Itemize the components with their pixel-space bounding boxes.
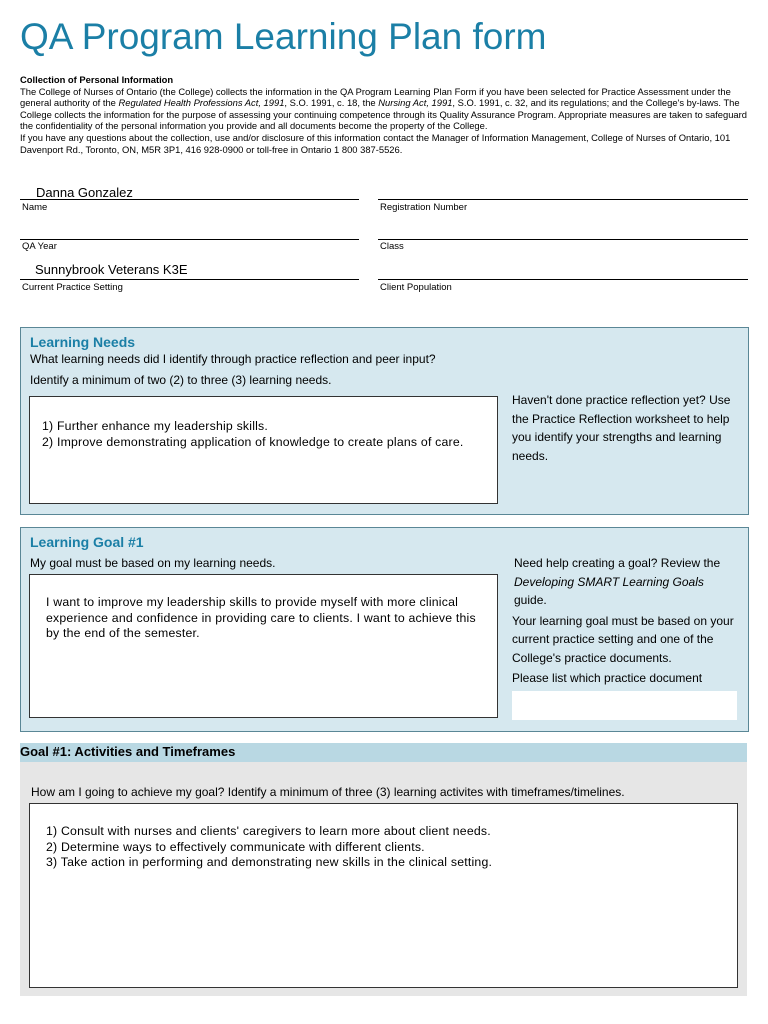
learning-goal-help [512,554,744,688]
qa-year-underline [20,239,359,240]
learning-needs-prompt-1: What learning needs did I identify through practice reflection and peer input? [30,352,436,366]
registration-number-label: Registration Number [380,202,468,213]
activities-title: Goal #1: Activities and Timeframes [20,744,236,759]
learning-goal-input[interactable] [29,574,498,718]
privacy-paragraph-1: The College of Nurses of Ontario (the College) collects the information in the QA Program Learning Plan Form if you have been selected for Practice Assessment under the general authority of the Regulated Health Professions Act, 1991, S.O. 1991, c. 18, the Nursing Act, 1991, S.O. 1991, c. 32, and its regulations; and the College's by-laws. The College collects the information for the purpose of assessing your continuing competence through its Quality Assurance Program. Appropriate measures are taken to safeguard the confidentiality of the personal information you provide and all documents become the property of the College. [20,85,747,132]
learning-needs-prompt-2: Identify a minimum of two (2) to three (3) learning needs. [30,373,332,387]
client-population-underline [378,279,748,280]
name-field[interactable]: Danna Gonzalez [36,185,133,200]
class-underline [378,239,748,240]
activities-input[interactable] [29,803,738,988]
learning-needs-help-text: Haven't done practice reflection yet? Use the Practice Reflection worksheet to help you identify your strengths and learning needs. [512,393,731,463]
smart-goals-guide-link[interactable]: Developing SMART Learning Goals [514,574,704,589]
practice-document-input[interactable] [512,691,737,720]
privacy-heading: Collection of Personal Information [20,74,174,85]
privacy-paragraph-2: If you have any questions about the collection, use and/or disclosure of this information contact the Manager of Information Management, College of Nurses of Ontario, 101 Davenport Rd., Toronto, ON, M5R 3P1, 416 928-0900 or toll-free in Ontario 1 800 387-5526. [20,131,731,155]
name-label: Name [22,202,48,213]
activities-section-bar [20,743,747,762]
practice-setting-underline [20,279,359,280]
learning-needs-help [512,391,742,465]
privacy-notice [20,74,750,155]
qa-year-label: QA Year [22,241,57,252]
practice-setting-label: Current Practice Setting [22,282,123,293]
learning-needs-title: Learning Needs [30,334,136,350]
learning-goal-title: Learning Goal #1 [30,534,144,550]
activities-prompt: How am I going to achieve my goal? Identify a minimum of three (3) learning activites with timeframes/timelines. [31,785,625,799]
goal-help-line-3: Please list which practice document [512,671,703,685]
learning-needs-input[interactable] [29,396,498,504]
learning-needs-text: 1) Further enhance my leadership skills. 2) Improve demonstrating application of knowledge to create plans of care. [42,419,464,449]
learning-goal-prompt: My goal must be based on my learning needs. [30,556,276,570]
goal-help-line-1: Need help creating a goal? Review the Developing SMART Learning Goals guide. [514,556,721,607]
page-title: QA Program Learning Plan form [20,16,547,57]
learning-goal-text: I want to improve my leadership skills to provide myself with more clinical experience and confidence in providing care to clients. I want to achieve this by the end of the semester. [46,595,476,640]
registration-underline [378,199,748,200]
name-underline [20,199,359,200]
client-population-label: Client Population [380,282,452,293]
practice-setting-field[interactable]: Sunnybrook Veterans K3E [35,262,188,277]
goal-help-line-2: Your learning goal must be based on your current practice setting and one of the College's practice documents. [512,613,734,665]
activities-text: 1) Consult with nurses and clients' caregivers to learn more about client needs. 2) Determine ways to effectively communicate with different clients. 3) Take action in performing and demonstrating new skills in the clinical setting. [46,824,493,869]
class-label: Class [380,241,404,252]
